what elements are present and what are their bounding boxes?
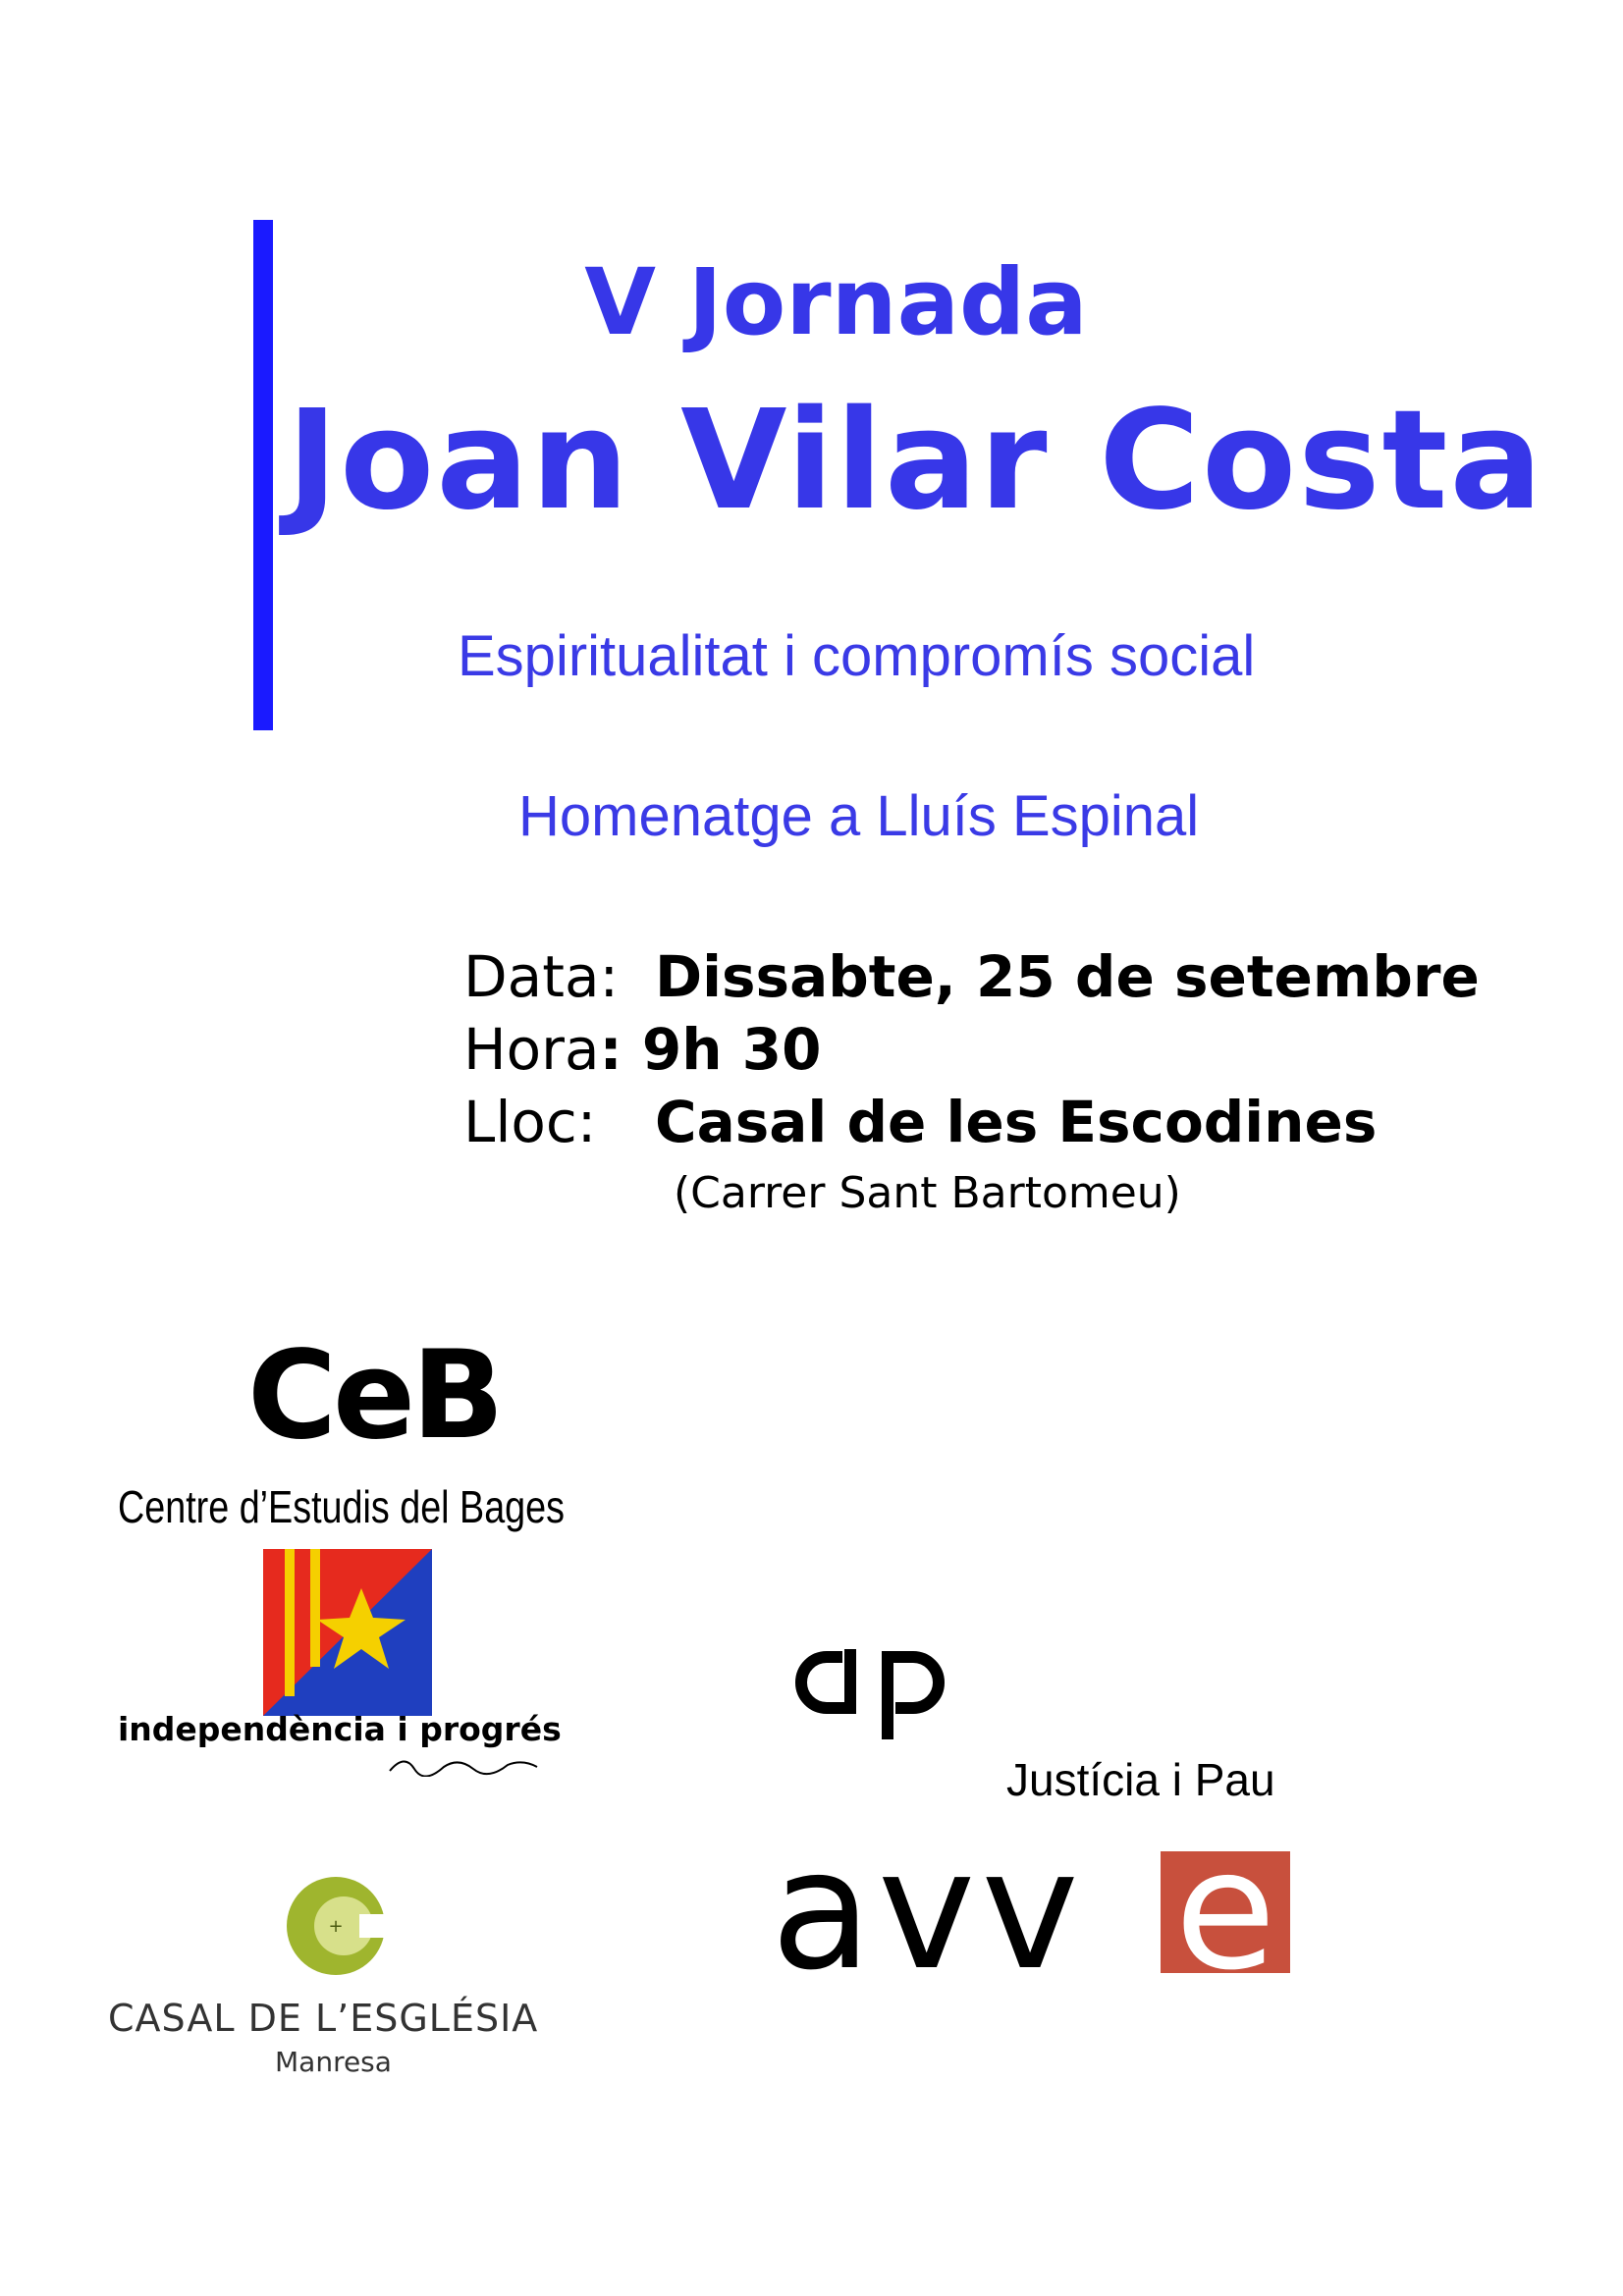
avve-logo-text: avv — [771, 1814, 1085, 2006]
justicia-pau-name: Justícia i Pau — [1006, 1754, 1275, 1805]
ceb-logo: CeB — [247, 1325, 501, 1467]
justicia-pau-logo — [793, 1635, 970, 1743]
casal-esglesia-city: Manresa — [275, 2046, 392, 2078]
place-label: Lloc: — [463, 1089, 597, 1155]
time-value: : 9h 30 — [599, 1016, 822, 1083]
event-subtitle: Espiritualitat i compromís social — [458, 624, 1256, 688]
event-tribute: Homenatge a Lluís Espinal — [518, 784, 1200, 848]
date-value: Dissabte, 25 de setembre — [655, 943, 1480, 1010]
signature-icon — [385, 1749, 542, 1777]
date-label: Data: — [463, 943, 620, 1010]
svg-text:+: + — [328, 1916, 344, 1937]
date-row — [463, 943, 1480, 1010]
casal-esglesia-logo — [285, 1875, 387, 1977]
independencia-progres-name: independència i progrés — [118, 1710, 562, 1748]
ceb-name: Centre d’Estudis del Bages — [118, 1481, 565, 1532]
event-title: Joan Vilar Costa — [287, 381, 1544, 541]
place-address: (Carrer Sant Bartomeu) — [674, 1168, 1181, 1218]
place-row — [463, 1089, 1378, 1155]
avve-logo-letter: e — [1174, 1814, 1276, 2006]
event-number: V Jornada — [584, 249, 1088, 356]
time-row — [463, 1016, 822, 1083]
place-value: Casal de les Escodines — [655, 1089, 1378, 1155]
time-label: Hora — [463, 1016, 600, 1083]
independencia-progres-logo — [263, 1549, 432, 1716]
casal-esglesia-name: CASAL DE L’ESGLÉSIA — [108, 1997, 539, 2040]
